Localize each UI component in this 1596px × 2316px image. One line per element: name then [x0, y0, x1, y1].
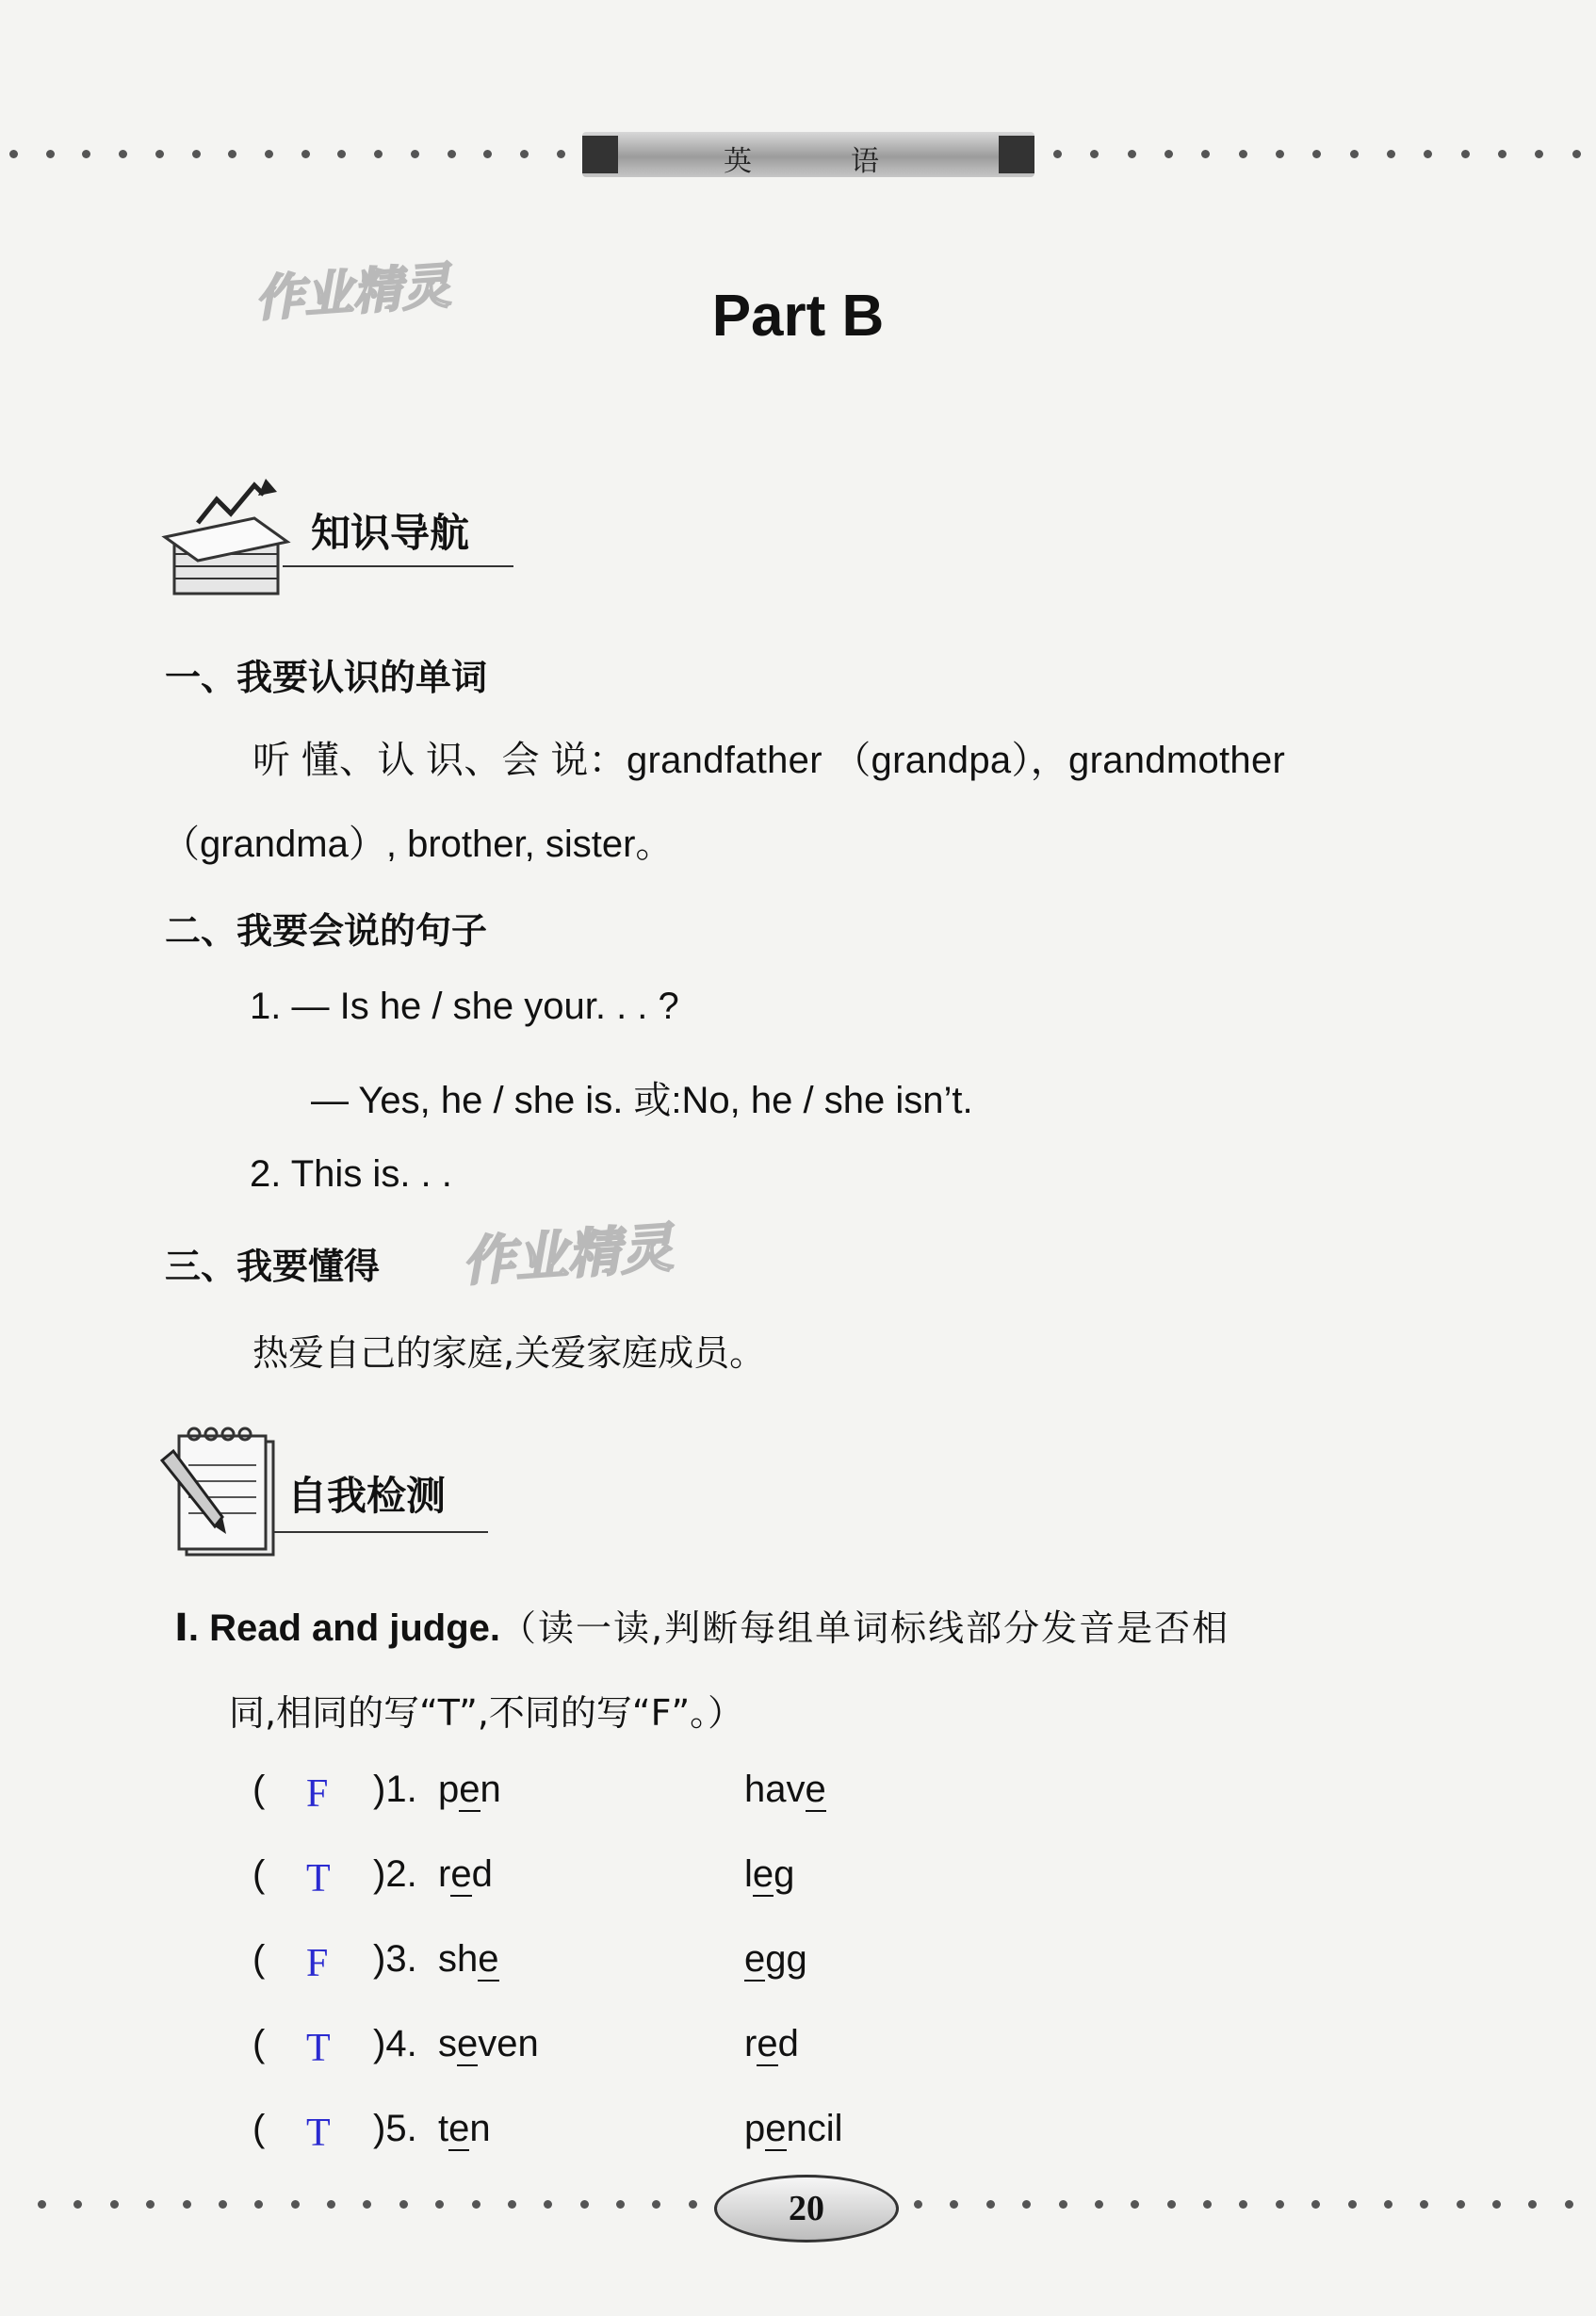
word-right: pencil — [744, 2108, 843, 2149]
words-line-1: 听 懂、认 识、会 说：grandfather （grandpa），grandmother — [252, 740, 1286, 781]
sentence-1: 1. — Is he / she your. . . ? — [250, 986, 679, 1027]
word-left: red — [438, 1853, 493, 1895]
question-1-instructions-line-2: 同,相同的写“T”,不同的写“F”。） — [229, 1692, 744, 1734]
answer-field[interactable]: T — [306, 2112, 331, 2155]
notepad-pencil-icon — [160, 1423, 283, 1559]
subject-char-1: 英 — [724, 145, 754, 178]
item-paren-open: ( — [252, 1769, 266, 1810]
words-heading: 一、我要认识的单词 — [165, 657, 488, 698]
watermark-top: 作业精灵 — [252, 257, 453, 329]
word-left: ten — [438, 2108, 491, 2149]
item-number: )4. — [373, 2023, 417, 2064]
sentences-heading: 二、我要会说的句子 — [165, 910, 488, 952]
banner-book-icon — [582, 136, 618, 173]
knowledge-heading-underline — [283, 565, 513, 567]
header-dots-right — [1053, 148, 1581, 159]
word-right: red — [744, 2023, 799, 2064]
question-1-instructions: （读一读,判断每组单词标线部分发音是否相 — [500, 1607, 1230, 1649]
self-test-heading-underline — [273, 1531, 488, 1533]
header-dots-left — [9, 148, 565, 159]
page-title: Part B — [711, 284, 885, 349]
answer-field[interactable]: T — [306, 1857, 331, 1900]
word-left: seven — [438, 2023, 539, 2064]
banner-book-icon-right — [999, 136, 1034, 173]
watermark-middle: 作业精灵 — [460, 1217, 676, 1294]
word-right: egg — [744, 1938, 807, 1980]
words-line-2: （grandma）, brother, sister。 — [162, 824, 674, 865]
knowledge-icon — [160, 471, 301, 603]
item-paren-open: ( — [252, 1853, 266, 1895]
footer-dots-left — [38, 2198, 697, 2210]
answer-field[interactable]: T — [306, 2027, 331, 2070]
question-1-title: Read and judge. — [209, 1607, 501, 1649]
item-number: )2. — [373, 1853, 417, 1895]
knowledge-heading: 知识导航 — [311, 510, 470, 556]
answer-field[interactable]: F — [306, 1942, 329, 1985]
subject-char-2: 语 — [851, 145, 881, 178]
word-right: have — [744, 1769, 826, 1810]
item-number: )1. — [373, 1769, 417, 1810]
item-paren-open: ( — [252, 2023, 266, 2064]
word-left: pen — [438, 1769, 501, 1810]
question-1-title-line — [174, 1599, 1230, 1651]
item-number: )5. — [373, 2108, 417, 2149]
subject-banner — [582, 132, 1034, 177]
question-1-number: Ⅰ. — [174, 1607, 210, 1649]
footer-dots-right — [914, 2198, 1573, 2210]
word-right: leg — [744, 1853, 795, 1895]
item-paren-open: ( — [252, 2108, 266, 2149]
sentence-1-answer: — Yes, he / she is. 或:No, he / she isn’t. — [311, 1080, 973, 1121]
word-left: she — [438, 1938, 499, 1980]
understand-text: 热爱自己的家庭,关爱家庭成员。 — [252, 1332, 766, 1374]
answer-field[interactable]: F — [306, 1772, 329, 1816]
understand-heading: 三、我要懂得 — [165, 1246, 381, 1287]
self-test-heading: 自我检测 — [287, 1473, 447, 1519]
sentence-2: 2. This is. . . — [250, 1153, 452, 1195]
item-number: )3. — [373, 1938, 417, 1980]
page-number: 20 — [714, 2175, 899, 2243]
item-paren-open: ( — [252, 1938, 266, 1980]
